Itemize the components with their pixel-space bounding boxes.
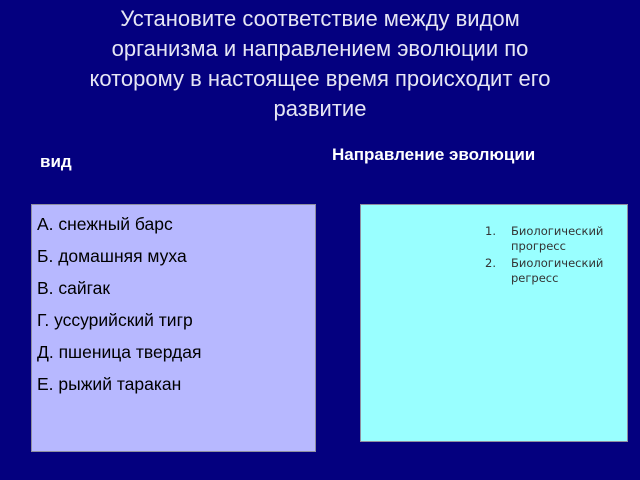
species-heading: вид <box>40 152 72 171</box>
species-item-v: В. сайгак <box>37 278 111 298</box>
slide-title: Установите соответствие между видом организма и направлением эволюции по которому в настоящее время происходит его развитие <box>89 6 551 121</box>
evolution-direction-panel <box>360 204 628 442</box>
species-list <box>37 208 201 400</box>
direction-item-label: Биологический прогресс <box>511 224 604 253</box>
species-panel <box>31 204 316 452</box>
species-item-d: Д. пшеница твердая <box>37 342 202 362</box>
species-item-g: Г. уссурийский тигр <box>37 310 193 330</box>
direction-item-label: Биологический регресс <box>511 256 604 285</box>
evolution-direction-list <box>485 224 625 288</box>
direction-item-number: 2. <box>485 256 496 270</box>
direction-item-number: 1. <box>485 224 496 238</box>
direction-item-regress <box>485 256 625 286</box>
species-item-b: Б. домашняя муха <box>37 246 187 266</box>
evolution-direction-heading: Направление эволюции <box>332 145 536 164</box>
species-item-e: Е. рыжий таракан <box>37 374 182 394</box>
species-item-a: А. снежный барс <box>37 214 173 234</box>
direction-item-progress <box>485 224 625 254</box>
